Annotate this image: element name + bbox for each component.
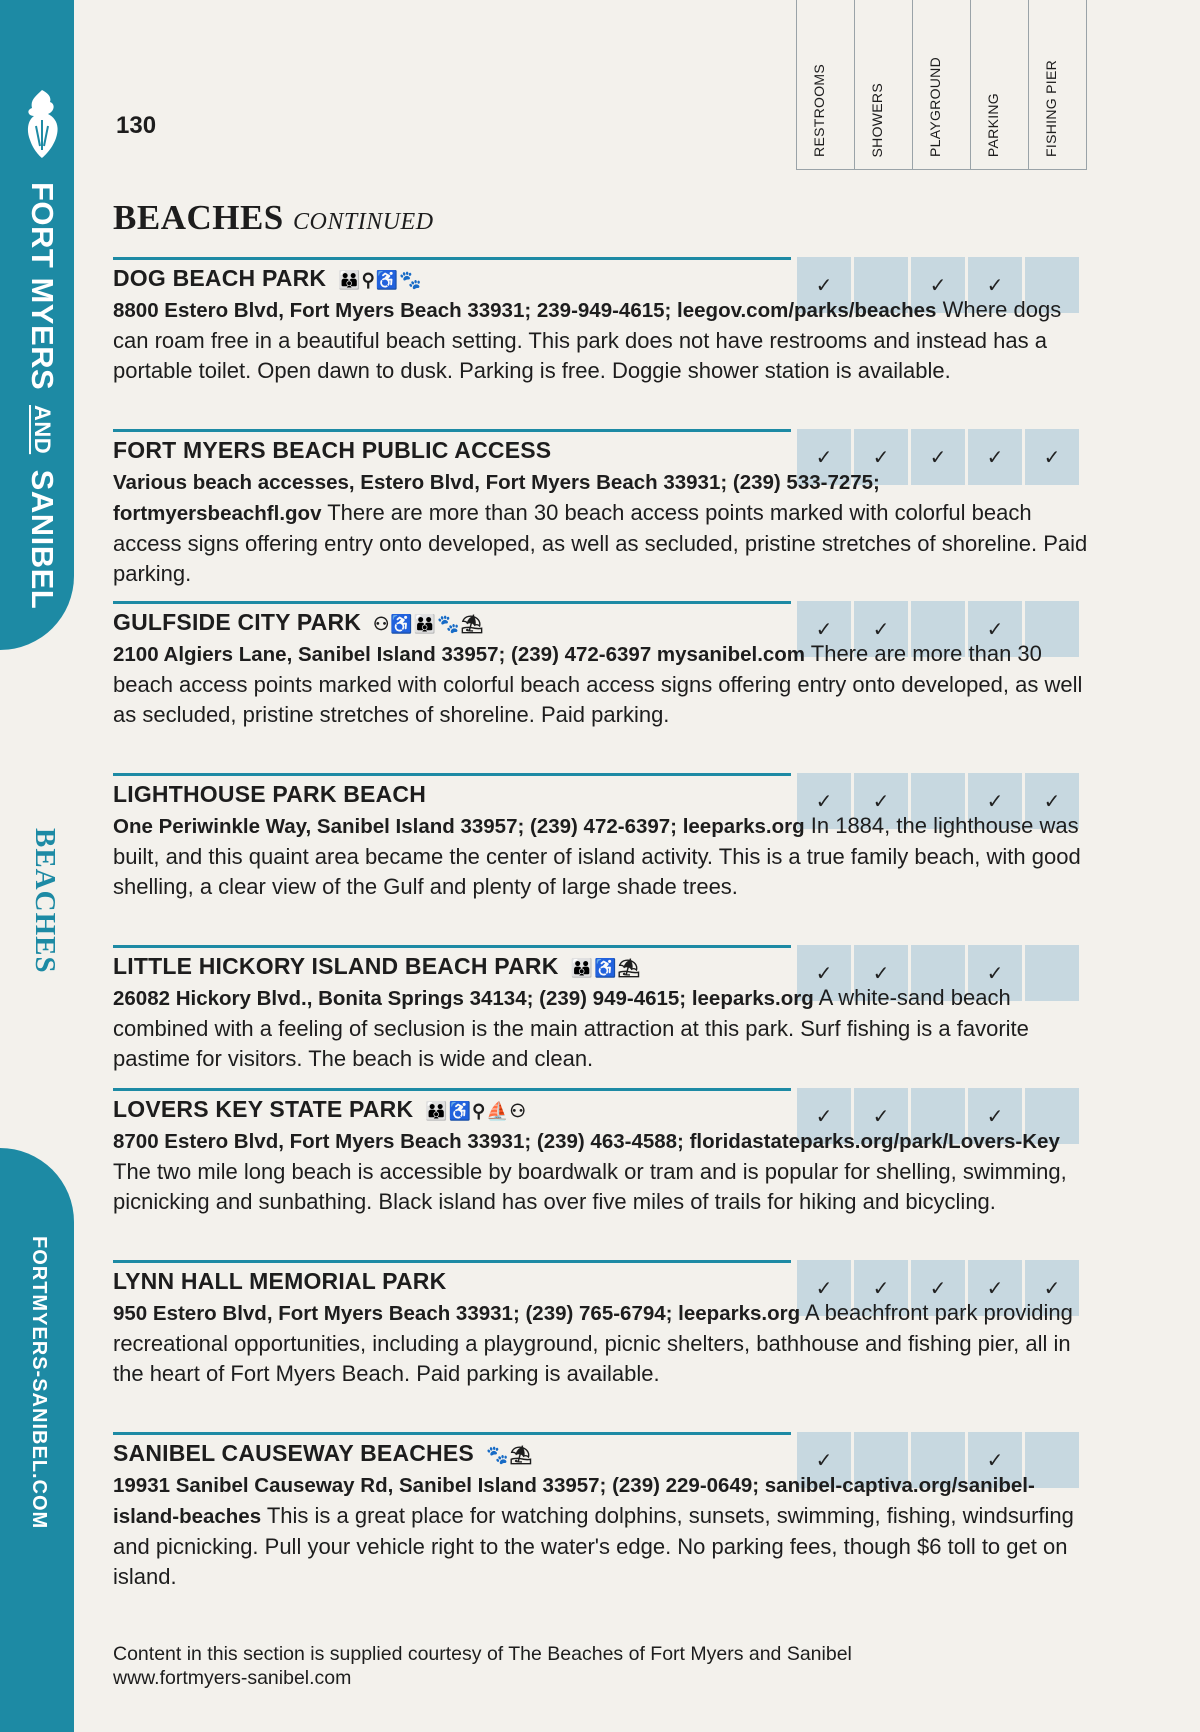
section-title xyxy=(113,198,434,238)
sidebar-brand xyxy=(24,182,60,609)
footer-url[interactable]: www.fortmyers-sanibel.com xyxy=(113,1667,352,1689)
amenity-icons: 👪♿⛱ xyxy=(570,958,642,978)
beach-description: A white-sand beach combined with a feeling of seclusion is the main attraction at this park. Surf fishing is a favorite pastime for visitors. The beach is wide and clean. xyxy=(113,985,1029,1071)
amenity-restrooms: ✓ xyxy=(797,601,851,657)
brand-and: AND xyxy=(30,405,55,455)
brand-main: FORT MYERS xyxy=(25,182,60,391)
amenity-showers: ✓ xyxy=(854,945,908,1001)
amenity-parking: ✓ xyxy=(968,945,1022,1001)
sidebar-website[interactable]: FORTMYERS-SANIBEL.COM xyxy=(28,1236,50,1530)
amenity-parking: ✓ xyxy=(968,601,1022,657)
beach-name: LOVERS KEY STATE PARK 👪♿⚲⛵⚇ xyxy=(113,1096,527,1122)
beach-name: FORT MYERS BEACH PUBLIC ACCESS xyxy=(113,437,552,463)
section-title-continued: CONTINUED xyxy=(293,209,434,235)
beach-details xyxy=(113,811,1093,902)
amenity-icons: 🐾⛱ xyxy=(485,1445,534,1465)
seashell-logo-icon xyxy=(22,86,62,160)
entry-divider xyxy=(113,257,791,260)
entry-divider xyxy=(113,429,791,432)
entry-divider xyxy=(113,1260,791,1263)
beach-address: 19931 Sanibel Causeway Rd, Sanibel Island 33957; (239) 229-0649; sanibel-captiva.org/sanibel-island-beaches xyxy=(113,1474,1035,1528)
beach-address: 8700 Estero Blvd, Fort Myers Beach 33931; (239) 463-4588; floridastateparks.org/park/Lovers-Key xyxy=(113,1130,1060,1153)
amenity-restrooms: ✓ xyxy=(797,257,851,313)
beach-name: SANIBEL CAUSEWAY BEACHES 🐾⛱ xyxy=(113,1440,534,1466)
amenity-playground: ✓ xyxy=(911,1260,965,1316)
beach-address: One Periwinkle Way, Sanibel Island 33957; (239) 472-6397; leeparks.org xyxy=(113,815,805,838)
beach-details xyxy=(113,983,1093,1074)
amenity-restrooms: ✓ xyxy=(797,773,851,829)
beach-name: LYNN HALL MEMORIAL PARK xyxy=(113,1268,447,1294)
beach-description: A beachfront park providing recreational opportunities, including a playground, picnic shelters, bathhouse and fishing pier, all in the heart of Fort Myers Beach. Paid parking is available. xyxy=(113,1300,1073,1386)
entry-divider xyxy=(113,601,791,604)
column-header-parking: PARKING xyxy=(971,0,1029,170)
amenity-parking: ✓ xyxy=(968,429,1022,485)
beach-details xyxy=(113,1126,1093,1217)
amenity-playground: ✓ xyxy=(911,257,965,313)
amenity-parking: ✓ xyxy=(968,1432,1022,1488)
beach-address: 950 Estero Blvd, Fort Myers Beach 33931; (239) 765-6794; leeparks.org xyxy=(113,1302,801,1325)
amenity-showers: ✓ xyxy=(854,1088,908,1144)
beach-description: The two mile long beach is accessible by boardwalk or tram and is popular for shelling, swimming, picnicking and sunbathing. Black island has over five miles of trails for hiking and bicycling. xyxy=(113,1159,1067,1214)
beach-description: There are more than 30 beach access points marked with colorful beach access signs offering entry onto developed, as well as secluded, pristine stretches of shoreline. Paid parking. xyxy=(113,641,1083,727)
beach-address: Various beach accesses, Estero Blvd, Fort Myers Beach 33931; (239) 533-7275; fortmyersbeachfl.gov xyxy=(113,471,880,525)
entry-divider xyxy=(113,773,791,776)
beach-details xyxy=(113,1298,1093,1389)
column-header-showers: SHOWERS xyxy=(855,0,913,170)
beach-address: 2100 Algiers Lane, Sanibel Island 33957; (239) 472-6397 mysanibel.com xyxy=(113,643,806,666)
amenity-restrooms: ✓ xyxy=(797,429,851,485)
amenity-restrooms: ✓ xyxy=(797,1432,851,1488)
amenity-fishing-pier: ✓ xyxy=(1025,773,1079,829)
amenity-showers: ✓ xyxy=(854,601,908,657)
section-title-main: BEACHES xyxy=(113,198,284,237)
beach-name: DOG BEACH PARK 👪⚲♿🐾 xyxy=(113,265,423,291)
column-header-fishing-pier: FISHING PIER xyxy=(1029,0,1087,170)
beach-details xyxy=(113,639,1093,730)
beach-description: Where dogs can roam free in a beautiful beach setting. This park does not have restrooms and instead has a portable toilet. Open dawn to dusk. Parking is free. Doggie shower station is available. xyxy=(113,297,1062,383)
column-header-restrooms: RESTROOMS xyxy=(797,0,855,170)
footer xyxy=(113,1642,852,1690)
amenity-icons: 👪♿⚲⛵⚇ xyxy=(425,1101,527,1121)
amenity-restrooms: ✓ xyxy=(797,1088,851,1144)
beach-details xyxy=(113,1470,1093,1592)
beach-description: This is a great place for watching dolphins, sunsets, swimming, fishing, windsurfing and picnicking. Pull your vehicle right to the water's edge. No parking fees, though $6 toll to get on island. xyxy=(113,1503,1074,1589)
page-number: 130 xyxy=(116,112,157,139)
beach-name: LIGHTHOUSE PARK BEACH xyxy=(113,781,427,807)
amenity-showers: ✓ xyxy=(854,429,908,485)
amenity-parking: ✓ xyxy=(968,257,1022,313)
amenity-showers: ✓ xyxy=(854,1260,908,1316)
sidebar-section-label: BEACHES xyxy=(29,828,61,974)
amenity-restrooms: ✓ xyxy=(797,1260,851,1316)
amenity-parking: ✓ xyxy=(968,773,1022,829)
amenity-playground: ✓ xyxy=(911,429,965,485)
amenity-icons: 👪⚲♿🐾 xyxy=(338,270,423,290)
amenity-parking: ✓ xyxy=(968,1260,1022,1316)
beach-address: 26082 Hickory Blvd., Bonita Springs 34134; (239) 949-4615; leeparks.org xyxy=(113,987,814,1010)
amenity-fishing-pier: ✓ xyxy=(1025,1260,1079,1316)
beach-address: 8800 Estero Blvd, Fort Myers Beach 33931; 239-949-4615; leegov.com/parks/beaches xyxy=(113,299,937,322)
amenity-restrooms: ✓ xyxy=(797,945,851,1001)
amenity-column-headers xyxy=(796,0,1087,170)
amenity-parking: ✓ xyxy=(968,1088,1022,1144)
brand-tail: SANIBEL xyxy=(25,469,60,610)
amenity-showers: ✓ xyxy=(854,773,908,829)
entry-divider xyxy=(113,1432,791,1435)
entry-divider xyxy=(113,945,791,948)
entry-divider xyxy=(113,1088,791,1091)
beach-details xyxy=(113,467,1093,589)
beach-name: GULFSIDE CITY PARK ⚇♿👪🐾⛱ xyxy=(113,609,485,635)
beach-name: LITTLE HICKORY ISLAND BEACH PARK 👪♿⛱ xyxy=(113,953,642,979)
footer-credit: Content in this section is supplied courtesy of The Beaches of Fort Myers and Sanibel xyxy=(113,1643,852,1665)
beach-description: There are more than 30 beach access points marked with colorful beach access signs offering entry onto developed, as well as secluded, pristine stretches of shoreline. Paid parking. xyxy=(113,500,1088,586)
beach-details xyxy=(113,295,1093,386)
sidebar xyxy=(0,0,74,1732)
beach-description: In 1884, the lighthouse was built, and this quaint area became the center of island activity. This is a true family beach, with good shelling, a clear view of the Gulf and plenty of large shade trees. xyxy=(113,813,1081,899)
amenity-fishing-pier: ✓ xyxy=(1025,429,1079,485)
amenity-icons: ⚇♿👪🐾⛱ xyxy=(373,614,485,634)
column-header-playground: PLAYGROUND xyxy=(913,0,971,170)
